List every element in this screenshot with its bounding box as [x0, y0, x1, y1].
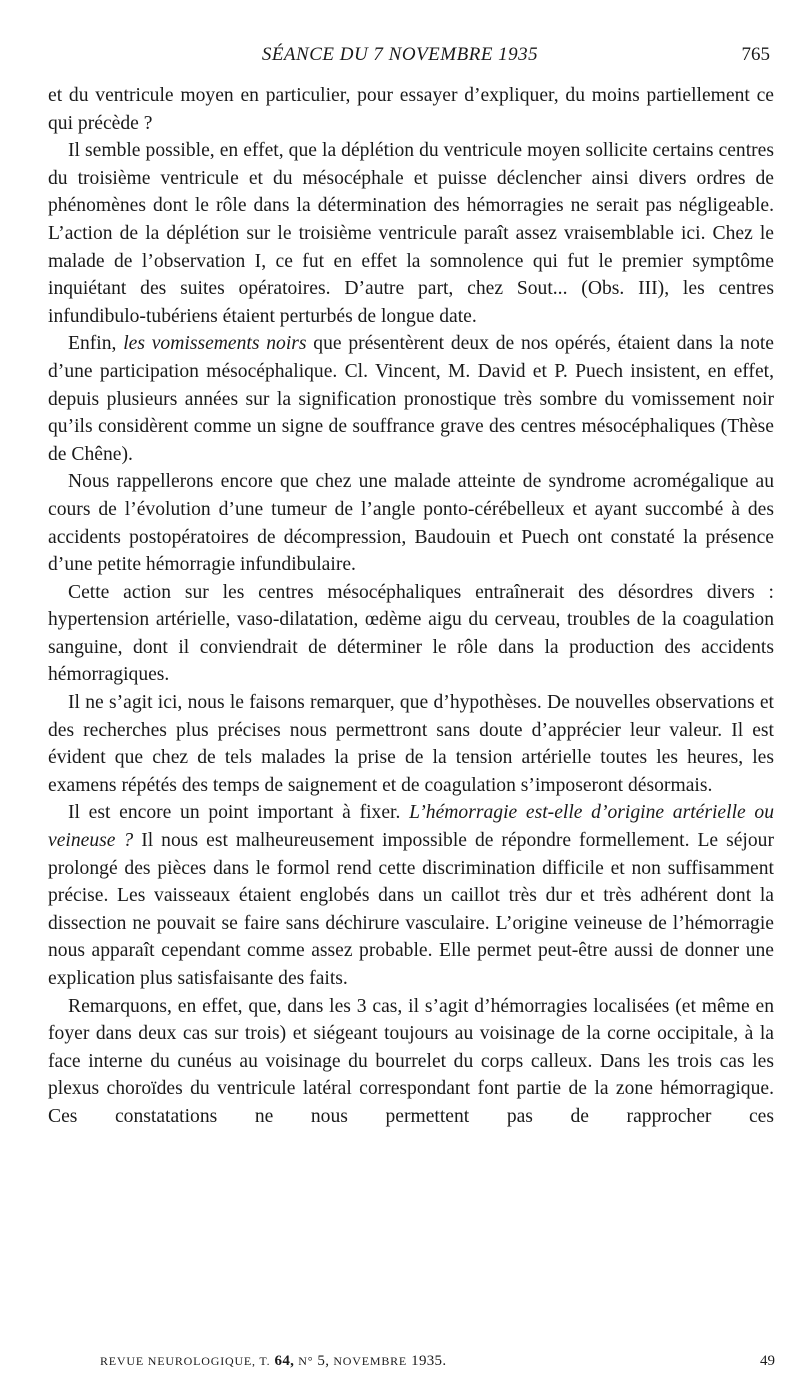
volume-number: 64,	[274, 1353, 295, 1369]
paragraph	[48, 799, 774, 992]
journal-name: REVUE NEUROLOGIQUE, T.	[100, 1354, 271, 1368]
text-run: et du ventricule moyen en particulier, pour essayer d’expliquer, du moins partiellement ce qui précède ?	[48, 85, 774, 134]
paragraph	[48, 468, 774, 578]
text-run: Il semble possible, en effet, que la déplétion du ventricule moyen sollicite certains centres du troisième ventricule et du mésocéphale et puisse déclencher ainsi divers ordres de phénomènes dont le rôle dans la détermination des hémorragies ne serait pas négligeable. L’action de la déplétion sur le troisième ventricule paraît assez vraisemblable ici. Chez le malade de l’observation I, ce fut en effet la somnolence qui fut le premier symptôme inquiétant des suites opératoires. D’autre part, chez Sout... (Obs. III), les centres infundibulo-tubériens étaient perturbés de longue date.	[48, 140, 774, 327]
italic-run: L’hémorragie est-elle d’origine artérielle ou veineuse ?	[48, 802, 775, 852]
text-run: Cette action sur les centres mésocéphaliques entraînerait des désordres divers : hypertension artérielle, vaso-dilatation, œdème aigu du cerveau, troubles de la coagulation sanguine, dont il conviendrait de déterminer le rôle dans la production des accidents hémorragiques.	[48, 581, 774, 686]
italic-run: les vomissements noirs	[123, 333, 307, 355]
paragraph	[48, 579, 774, 689]
issue-year: 1935.	[411, 1353, 447, 1369]
issue-number: 5,	[317, 1353, 330, 1369]
journal-citation	[100, 1353, 446, 1370]
body-text	[48, 82, 774, 1131]
paragraph	[48, 137, 774, 330]
text-run: Nous rappellerons encore que chez une malade atteinte de syndrome acromégalique au cours de l’évolution d’une tumeur de l’angle ponto-cérébelleux et ayant succombé à des accidents postopératoires de décompression, Baudouin et Puech ont constaté la présence d’une petite hémorragie infundibulaire.	[48, 471, 774, 576]
text-run: que présentèrent deux de nos opérés, étaient dans la note d’une participation mésocéphalique. Cl. Vincent, M. David et P. Puech insistent, en effet, depuis plusieurs années sur la signification pronostique très sombre du vomissement noir qu’ils considèrent comme un signe de souffrance grave des centres mésocéphaliques (Thèse de Chêne).	[48, 333, 775, 465]
text-run: Remarquons, en effet, que, dans les 3 cas, il s’agit d’hémorragies localisées (et même en foyer dans deux cas sur trois) et siégeant toujours au voisinage de la corne occipitale, à la face interne du cunéus au voisinage du bourrelet du corps calleux. Dans les trois cas les plexus choroïdes du ventricule latéral correspondant font partie de la zone hémorragique. Ces constatations ne nous permettent pas de rapprocher ces	[48, 995, 774, 1127]
text-run: Il ne s’agit ici, nous le faisons remarquer, que d’hypothèses. De nouvelles observations et des recherches plus précises nous permettront sans doute d’apprécier leur valeur. Il est évident que chez de tels malades la prise de la tension artérielle toutes les heures, les examens répétés des temps de saignement et de coagulation s’imposeront désormais.	[48, 692, 774, 796]
paragraph	[48, 993, 774, 1131]
paragraph	[48, 330, 774, 468]
page-number: 765	[741, 44, 770, 65]
text-run: Il est encore un point important à fixer.	[68, 802, 410, 824]
issue-month: NOVEMBRE	[333, 1354, 408, 1368]
paragraph	[48, 689, 774, 799]
paragraph	[48, 82, 774, 137]
sheet-signature: 49	[760, 1353, 775, 1369]
header-title: SÉANCE DU 7 NOVEMBRE 1935	[261, 44, 539, 65]
text-run: Enfin,	[68, 333, 124, 355]
page-footer	[100, 1353, 775, 1375]
text-run: Il nous est malheureusement impossible de répondre formellement. Le séjour prolongé des pièces dans le formol rend cette discrimination difficile et non suffisamment précise. Les vaisseaux étaient englobés dans un caillot très dur et très adhérent dont la dissection ne pouvait se faire sans déchirure vasculaire. L’origine veineuse de l’hémorragie nous apparaît cependant comme assez probable. Elle permet peut-être aussi de donner une explication plus satisfaisante des faits.	[48, 830, 774, 989]
issue-label: N°	[298, 1354, 314, 1368]
running-header	[0, 44, 800, 70]
